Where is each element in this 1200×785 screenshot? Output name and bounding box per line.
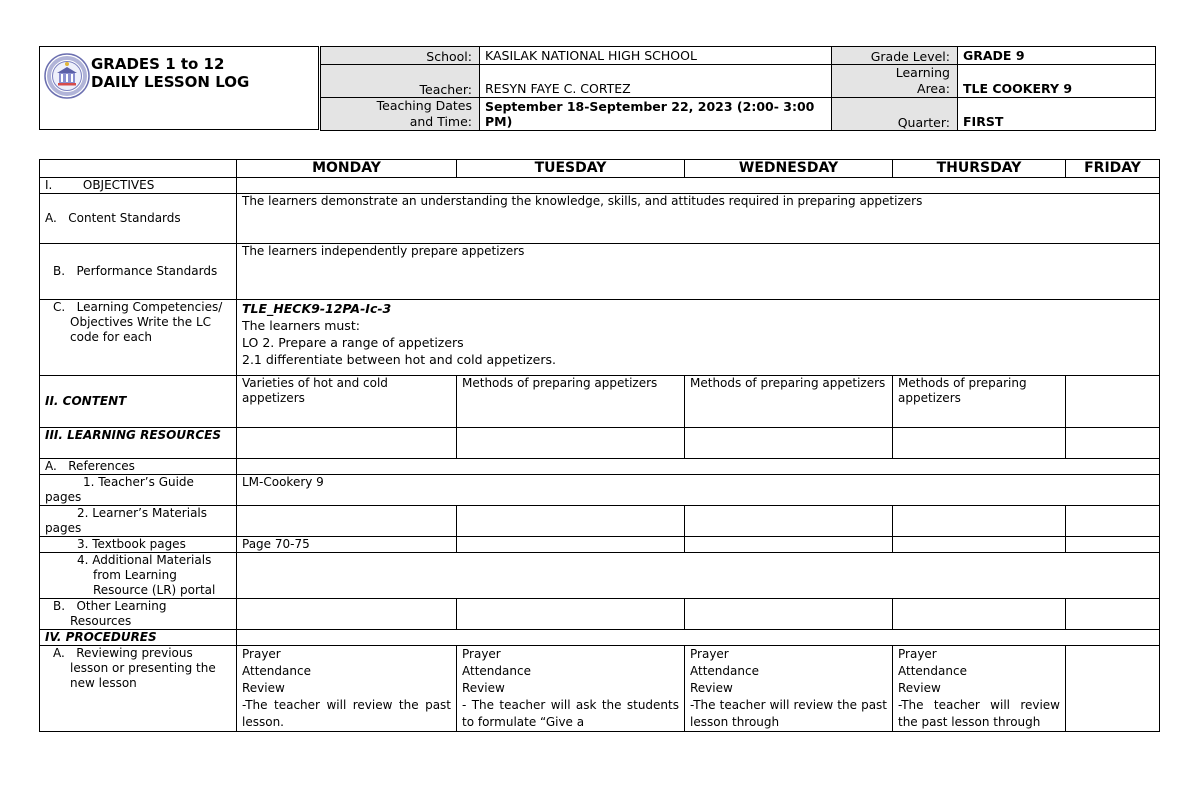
- learning-area-label-1: Learning: [895, 65, 950, 80]
- corner-cell: [40, 160, 237, 178]
- learning-area-label-2: Area:: [917, 81, 950, 96]
- additional-materials-value: [237, 553, 1160, 599]
- procedures-empty: [237, 630, 1160, 646]
- content-monday: Varieties of hot and cold appetizers: [237, 376, 457, 428]
- review-text: Review: [690, 681, 733, 695]
- textbook-monday: Page 70-75: [237, 537, 457, 553]
- dates-label-1: Teaching Dates: [376, 98, 472, 113]
- resources-thursday: [893, 428, 1066, 459]
- day-header-friday: FRIDAY: [1066, 160, 1160, 178]
- textbook-wednesday: [685, 537, 893, 553]
- textbook-tuesday: [457, 537, 685, 553]
- references-value: [237, 459, 1160, 475]
- objectives-empty: [237, 178, 1160, 194]
- resources-heading: III. LEARNING RESOURCES: [40, 428, 237, 459]
- procedure-tuesday: [457, 646, 685, 732]
- procedure-wednesday-text: -The teacher will review the past lesson through: [690, 698, 887, 729]
- resources-tuesday: [457, 428, 685, 459]
- attendance-text: Attendance: [898, 664, 967, 678]
- textbook-thursday: [893, 537, 1066, 553]
- prayer-text: Prayer: [462, 647, 501, 661]
- resources-monday: [237, 428, 457, 459]
- prayer-text: Prayer: [242, 647, 281, 661]
- prayer-text: Prayer: [898, 647, 937, 661]
- dates-label: [321, 98, 480, 131]
- lc-line-2: LO 2. Prepare a range of appetizers: [242, 335, 464, 350]
- content-standards-value: The learners demonstrate an understanding the knowledge, skills, and attitudes required in preparing appetizers: [237, 194, 1160, 244]
- performance-standards-label: B. Performance Standards: [40, 244, 237, 300]
- additional-materials-label: 4. Additional Materials from Learning Resource (LR) portal: [40, 553, 237, 599]
- teacher-label: Teacher:: [321, 65, 480, 98]
- content-thursday: Methods of preparing appetizers: [893, 376, 1066, 428]
- other-thursday: [893, 599, 1066, 630]
- review-text: Review: [898, 681, 941, 695]
- title-line-1: GRADES 1 to 12: [91, 55, 225, 73]
- day-header-monday: MONDAY: [237, 160, 457, 178]
- lc-code: TLE_HECK9-12PA-Ic-3: [242, 301, 392, 316]
- competencies-label: C. Learning Competencies/ Objectives Write the LC code for each: [40, 300, 237, 376]
- attendance-text: Attendance: [242, 664, 311, 678]
- quarter-value: FIRST: [958, 98, 1156, 131]
- review-text: Review: [242, 681, 285, 695]
- textbook-friday: [1066, 537, 1160, 553]
- lm-thursday: [893, 506, 1066, 537]
- other-monday: [237, 599, 457, 630]
- other-tuesday: [457, 599, 685, 630]
- prayer-text: Prayer: [690, 647, 729, 661]
- attendance-text: Attendance: [462, 664, 531, 678]
- teacher-value: RESYN FAYE C. CORTEZ: [480, 65, 832, 98]
- header-info-table: [320, 46, 1156, 131]
- other-friday: [1066, 599, 1160, 630]
- quarter-label: Quarter:: [832, 98, 958, 131]
- procedures-heading: IV. PROCEDURES: [40, 630, 237, 646]
- resources-friday: [1066, 428, 1160, 459]
- content-friday: [1066, 376, 1160, 428]
- grade-level-value: GRADE 9: [958, 47, 1156, 65]
- content-heading: II. CONTENT: [40, 376, 237, 428]
- procedure-thursday-text: -The teacher will review the past lesson through: [898, 698, 1060, 729]
- lm-monday: [237, 506, 457, 537]
- attendance-text: Attendance: [690, 664, 759, 678]
- procedure-thursday: [893, 646, 1066, 732]
- grade-level-label: Grade Level:: [832, 47, 958, 65]
- content-standards-label: A. Content Standards: [40, 194, 237, 244]
- other-resources-label: B. Other Learning Resources: [40, 599, 237, 630]
- lc-line-1: The learners must:: [242, 318, 360, 333]
- content-tuesday: Methods of preparing appetizers: [457, 376, 685, 428]
- lc-line-3: 2.1 differentiate between hot and cold appetizers.: [242, 352, 556, 367]
- teachers-guide-value: LM-Cookery 9: [237, 475, 1160, 506]
- dates-label-2: and Time:: [409, 114, 472, 129]
- other-wednesday: [685, 599, 893, 630]
- procedure-tuesday-text: - The teacher will ask the students to formulate “Give a: [462, 698, 679, 729]
- lm-friday: [1066, 506, 1160, 537]
- lm-wednesday: [685, 506, 893, 537]
- dates-value: September 18-September 22, 2023 (2:00- 3:00 PM): [480, 98, 832, 131]
- lesson-log-table: [39, 159, 1160, 732]
- day-header-tuesday: TUESDAY: [457, 160, 685, 178]
- learners-materials-label: 2. Learner’s Materials pages: [40, 506, 237, 537]
- performance-standards-value: The learners independently prepare appetizers: [237, 244, 1160, 300]
- procedure-wednesday: [685, 646, 893, 732]
- references-label: A. References: [40, 459, 237, 475]
- content-wednesday: Methods of preparing appetizers: [685, 376, 893, 428]
- objectives-heading: I. OBJECTIVES: [40, 178, 237, 194]
- reviewing-label: A. Reviewing previous lesson or presenting the new lesson: [40, 646, 237, 732]
- school-value: KASILAK NATIONAL HIGH SCHOOL: [480, 47, 832, 65]
- teachers-guide-label: 1. Teacher’s Guide pages: [40, 475, 237, 506]
- learning-area-label: [832, 65, 958, 98]
- deped-seal-icon: [44, 53, 90, 99]
- header-title-box: [39, 46, 319, 130]
- resources-wednesday: [685, 428, 893, 459]
- day-header-wednesday: WEDNESDAY: [685, 160, 893, 178]
- learning-area-value: TLE COOKERY 9: [958, 65, 1156, 98]
- procedure-friday: [1066, 646, 1160, 732]
- title-line-2: DAILY LESSON LOG: [91, 73, 250, 91]
- day-header-thursday: THURSDAY: [893, 160, 1066, 178]
- procedure-monday-text: -The teacher will review the past lesson.: [242, 698, 451, 729]
- textbook-label: 3. Textbook pages: [40, 537, 237, 553]
- procedure-monday: [237, 646, 457, 732]
- review-text: Review: [462, 681, 505, 695]
- competencies-value: [237, 300, 1160, 376]
- lm-tuesday: [457, 506, 685, 537]
- school-label: School:: [321, 47, 480, 65]
